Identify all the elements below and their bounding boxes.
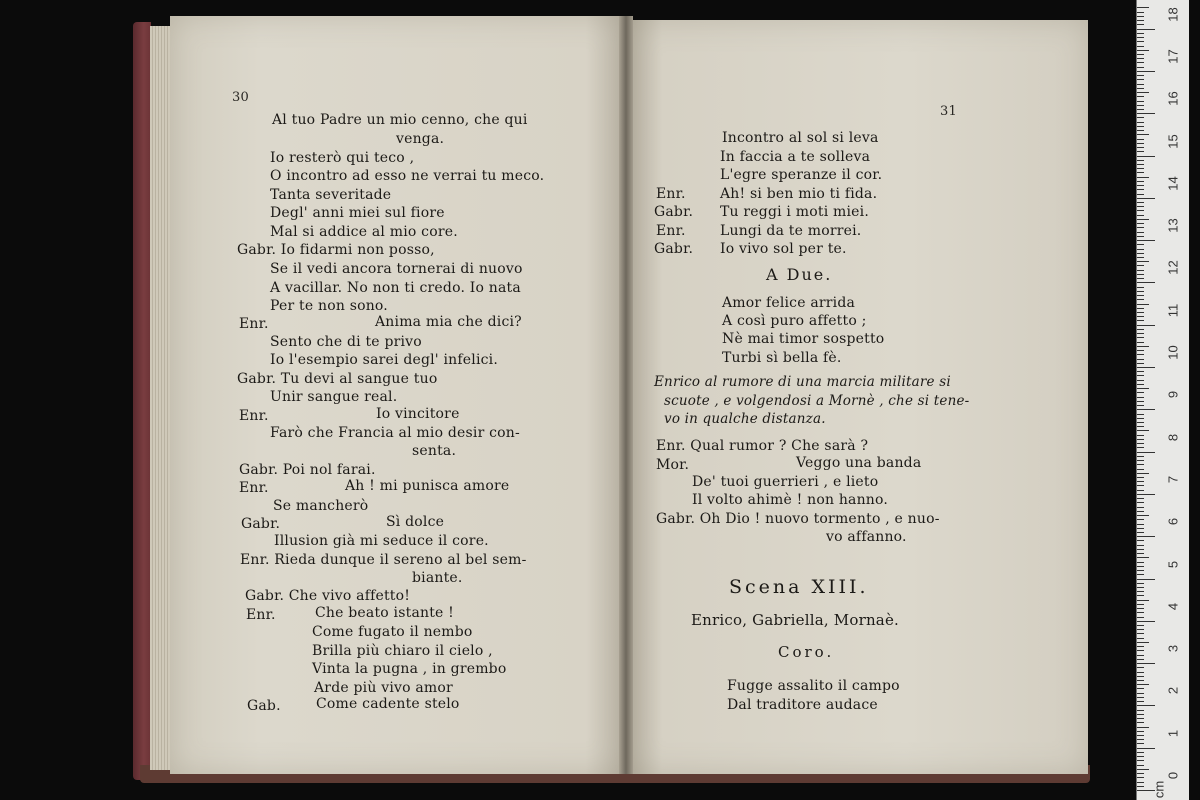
ruler-tick xyxy=(1137,549,1144,550)
ruler-tick xyxy=(1137,67,1144,68)
text-line: biante. xyxy=(412,570,463,586)
text-line: Anima mia che dici? xyxy=(375,314,522,330)
speaker-label: Gabr. xyxy=(654,241,694,257)
ruler-tick xyxy=(1137,380,1144,381)
ruler-tick xyxy=(1137,672,1144,673)
speaker-label: Gab. xyxy=(247,698,281,714)
speaker-label: Gabr. xyxy=(241,516,281,532)
ruler-tick xyxy=(1137,460,1144,461)
ruler-tick xyxy=(1137,735,1144,736)
ruler-tick xyxy=(1137,397,1144,398)
ruler-tick xyxy=(1137,33,1144,34)
ruler-tick xyxy=(1137,490,1144,491)
ruler-tick xyxy=(1137,371,1144,372)
ruler-tick xyxy=(1137,786,1144,787)
ruler-tick xyxy=(1137,519,1144,520)
text-line: Ah ! mi punisca amore xyxy=(345,478,510,494)
ruler-tick xyxy=(1137,769,1149,770)
measuring-ruler xyxy=(1136,0,1189,800)
text-line: Vinta la pugna , in grembo xyxy=(312,661,507,677)
ruler-tick xyxy=(1137,481,1144,482)
text-line: Per te non sono. xyxy=(270,298,388,314)
stage-direction: Enrico al rumore di una marcia militare si xyxy=(654,374,951,390)
ruler-tick xyxy=(1137,249,1144,250)
ruler-label: 0 xyxy=(1165,771,1181,780)
ruler-tick xyxy=(1137,591,1144,592)
text-line: venga. xyxy=(396,131,445,147)
text-line: Che beato istante ! xyxy=(315,605,455,621)
book-gutter xyxy=(619,16,633,774)
ruler-tick xyxy=(1137,160,1144,161)
ruler-tick xyxy=(1137,392,1144,393)
ruler-tick xyxy=(1137,595,1144,596)
text-line: Io l'esempio sarei degl' infelici. xyxy=(270,352,498,368)
text-line: Al tuo Padre un mio cenno, che qui xyxy=(272,112,528,128)
ruler-tick xyxy=(1137,722,1144,723)
ruler-tick xyxy=(1137,71,1155,72)
text-line: A vacillar. No non ti credo. Io nata xyxy=(270,280,521,296)
ruler-tick xyxy=(1137,667,1144,668)
ruler-tick xyxy=(1137,743,1144,744)
ruler-tick xyxy=(1137,41,1144,42)
ruler-tick xyxy=(1137,308,1144,309)
ruler-tick xyxy=(1137,760,1144,761)
ruler-tick xyxy=(1137,524,1144,525)
text-line: Farò che Francia al mio desir con- xyxy=(270,425,520,441)
text-line: Arde più vivo amor xyxy=(314,680,453,696)
ruler-tick xyxy=(1137,782,1144,783)
ruler-tick xyxy=(1137,545,1144,546)
ruler-tick xyxy=(1137,439,1144,440)
ruler-label: 9 xyxy=(1165,391,1181,399)
ruler-tick xyxy=(1137,244,1144,245)
ruler-tick xyxy=(1137,485,1144,486)
ruler-tick xyxy=(1137,731,1144,732)
ruler-tick xyxy=(1137,604,1144,605)
ruler-tick xyxy=(1137,447,1144,448)
ruler-tick xyxy=(1137,354,1144,355)
right-page-number: 31 xyxy=(940,104,957,119)
text-line: senta. xyxy=(412,443,457,459)
ruler-tick xyxy=(1137,134,1149,135)
ruler-tick xyxy=(1137,414,1144,415)
ruler-tick xyxy=(1137,409,1155,410)
ruler-label: 1 xyxy=(1165,729,1181,737)
ruler-label: 14 xyxy=(1165,176,1181,191)
ruler-label: 6 xyxy=(1165,518,1181,526)
ruler-tick xyxy=(1137,684,1149,685)
ruler-tick xyxy=(1137,650,1144,651)
ruler-tick xyxy=(1137,206,1144,207)
ruler-tick xyxy=(1137,325,1155,326)
ruler-tick xyxy=(1137,316,1144,317)
ruler-tick xyxy=(1137,452,1155,453)
ruler-tick xyxy=(1137,697,1144,698)
ruler-tick xyxy=(1137,727,1149,728)
ruler-tick xyxy=(1137,502,1144,503)
text-line: Io vincitore xyxy=(376,406,460,422)
ruler-tick xyxy=(1137,384,1144,385)
ruler-tick xyxy=(1137,105,1144,106)
ruler-tick xyxy=(1137,540,1144,541)
text-line: Gabr. Tu devi al sangue tuo xyxy=(237,371,438,387)
text-line: Come fugato il nembo xyxy=(312,624,473,640)
speaker-label: Gabr. xyxy=(654,204,694,220)
text-line: Io vivo sol per te. xyxy=(720,241,847,257)
ruler-tick xyxy=(1137,287,1144,288)
ruler-tick xyxy=(1137,219,1149,220)
ruler-tick xyxy=(1137,557,1149,558)
ruler-tick xyxy=(1137,663,1155,664)
ruler-unit-label: cm xyxy=(1151,780,1167,799)
ruler-label: 7 xyxy=(1165,475,1181,484)
text-line: In faccia a te solleva xyxy=(720,149,871,165)
ruler-tick xyxy=(1137,688,1144,689)
left-page-number: 30 xyxy=(232,90,249,105)
text-line: Lungi da te morrei. xyxy=(720,223,862,239)
ruler-tick xyxy=(1137,54,1144,55)
ruler-tick xyxy=(1137,232,1144,233)
ruler-tick xyxy=(1137,337,1144,338)
ruler-tick xyxy=(1137,299,1144,300)
speaker-label: Enr. xyxy=(239,408,269,424)
ruler-label: 5 xyxy=(1165,560,1181,568)
ruler-tick xyxy=(1137,304,1149,305)
ruler-label: 4 xyxy=(1165,602,1181,610)
ruler-tick xyxy=(1137,511,1144,512)
ruler-tick xyxy=(1137,600,1149,601)
ruler-tick xyxy=(1137,532,1144,533)
text-line: Enr. Rieda dunque il sereno al bel sem- xyxy=(240,552,527,568)
ruler-tick xyxy=(1137,553,1144,554)
ruler-label: 2 xyxy=(1165,687,1181,695)
text-line: Brilla più chiaro il cielo , xyxy=(312,643,493,659)
ruler-tick xyxy=(1137,443,1144,444)
ruler-tick xyxy=(1137,62,1144,63)
ruler-tick xyxy=(1137,375,1144,376)
speaker-label: Enr. xyxy=(239,316,269,332)
ruler-tick xyxy=(1137,638,1144,639)
ruler-tick xyxy=(1137,320,1144,321)
stage-direction: vo in qualche distanza. xyxy=(664,411,826,427)
ruler-tick xyxy=(1137,587,1144,588)
ruler-tick xyxy=(1137,464,1144,465)
ruler-tick xyxy=(1137,430,1149,431)
ruler-tick xyxy=(1137,58,1144,59)
ruler-tick xyxy=(1137,494,1155,495)
speaker-label: Enr. xyxy=(656,186,686,202)
ruler-tick xyxy=(1137,342,1144,343)
ruler-tick xyxy=(1137,579,1155,580)
ruler-tick xyxy=(1137,240,1155,241)
ruler-tick xyxy=(1137,139,1144,140)
ruler-tick xyxy=(1137,198,1155,199)
ruler-tick xyxy=(1137,566,1144,567)
ruler-tick xyxy=(1137,261,1149,262)
ruler-tick xyxy=(1137,507,1144,508)
text-line: Ah! si ben mio ti fida. xyxy=(720,186,878,202)
text-line: Mal si addice al mio core. xyxy=(270,224,458,240)
ruler-label: 12 xyxy=(1165,260,1181,276)
ruler-tick xyxy=(1137,528,1144,529)
ruler-tick xyxy=(1137,84,1144,85)
text-line: Se mancherò xyxy=(273,498,369,514)
ruler-tick xyxy=(1137,181,1144,182)
ruler-tick xyxy=(1137,625,1144,626)
section-heading: A Due. xyxy=(766,265,833,284)
ruler-tick xyxy=(1137,189,1144,190)
ruler-tick xyxy=(1137,24,1144,25)
ruler-tick xyxy=(1137,109,1144,110)
text-line: Sì dolce xyxy=(386,514,445,530)
text-line: Amor felice arrida xyxy=(722,295,856,311)
ruler-tick xyxy=(1137,20,1144,21)
ruler-tick xyxy=(1137,574,1144,575)
ruler-label: 3 xyxy=(1165,644,1181,653)
text-line: Sento che di te privo xyxy=(270,334,422,350)
text-line: Illusion già mi seduce il core. xyxy=(274,533,489,549)
ruler-tick xyxy=(1137,405,1144,406)
ruler-tick xyxy=(1137,291,1144,292)
ruler-tick xyxy=(1137,363,1144,364)
ruler-tick xyxy=(1137,101,1144,102)
ruler-label: 13 xyxy=(1165,218,1181,233)
ruler-tick xyxy=(1137,617,1144,618)
ruler-tick xyxy=(1137,75,1144,76)
ruler-tick xyxy=(1137,270,1144,271)
ruler-tick xyxy=(1137,418,1144,419)
ruler-tick xyxy=(1137,469,1144,470)
text-line: Unir sangue real. xyxy=(270,389,398,405)
ruler-tick xyxy=(1137,646,1144,647)
ruler-tick xyxy=(1137,147,1144,148)
ruler-tick xyxy=(1137,202,1144,203)
ruler-tick xyxy=(1137,608,1144,609)
ruler-tick xyxy=(1137,359,1144,360)
speaker-label: Enr. xyxy=(239,480,269,496)
ruler-tick xyxy=(1137,388,1149,389)
ruler-tick xyxy=(1137,151,1144,152)
text-line: Fugge assalito il campo xyxy=(727,678,900,694)
ruler-tick xyxy=(1137,122,1144,123)
ruler-tick xyxy=(1137,329,1144,330)
ruler-tick xyxy=(1137,570,1144,571)
ruler-tick xyxy=(1137,515,1149,516)
ruler-tick xyxy=(1137,227,1144,228)
ruler-label: 10 xyxy=(1165,345,1181,360)
ruler-tick xyxy=(1137,756,1144,757)
ruler-tick xyxy=(1137,612,1144,613)
ruler-tick xyxy=(1137,655,1144,656)
ruler-tick xyxy=(1137,177,1149,178)
book-cover-edge xyxy=(133,22,151,780)
ruler-tick xyxy=(1137,350,1144,351)
ruler-tick xyxy=(1137,236,1144,237)
ruler-tick xyxy=(1137,477,1144,478)
text-line: Come cadente stelo xyxy=(316,696,460,712)
ruler-label: 11 xyxy=(1165,303,1181,317)
ruler-label: 8 xyxy=(1165,433,1181,441)
ruler-tick xyxy=(1137,777,1144,778)
ruler-tick xyxy=(1137,473,1149,474)
ruler-tick xyxy=(1137,498,1144,499)
ruler-tick xyxy=(1137,16,1144,17)
ruler-tick xyxy=(1137,676,1144,677)
ruler-tick xyxy=(1137,88,1144,89)
ruler-label: 15 xyxy=(1165,133,1181,149)
ruler-label: 18 xyxy=(1165,6,1181,22)
ruler-tick xyxy=(1137,422,1144,423)
ruler-tick xyxy=(1137,583,1144,584)
ruler-tick xyxy=(1137,156,1155,157)
text-line: Enr. Qual rumor ? Che sarà ? xyxy=(656,438,869,454)
text-line: Gabr. Io fidarmi non posso, xyxy=(237,242,435,258)
speaker-label: Enr. xyxy=(656,223,686,239)
ruler-tick xyxy=(1137,710,1144,711)
ruler-tick xyxy=(1137,96,1144,97)
ruler-tick xyxy=(1137,164,1144,165)
ruler-tick xyxy=(1137,346,1149,347)
ruler-tick xyxy=(1137,274,1144,275)
text-line: Incontro al sol si leva xyxy=(722,130,879,146)
ruler-tick xyxy=(1137,7,1149,8)
ruler-tick xyxy=(1137,143,1144,144)
ruler-tick xyxy=(1137,215,1144,216)
ruler-tick xyxy=(1137,223,1144,224)
text-line: Nè mai timor sospetto xyxy=(722,331,885,347)
ruler-tick xyxy=(1137,718,1144,719)
ruler-tick xyxy=(1137,50,1149,51)
text-line: Se il vedi ancora tornerai di nuovo xyxy=(270,261,523,277)
ruler-tick xyxy=(1137,367,1155,368)
ruler-tick xyxy=(1137,748,1155,749)
ruler-tick xyxy=(1137,29,1155,30)
text-line: Degl' anni miei sul fiore xyxy=(270,205,445,221)
ruler-tick xyxy=(1137,642,1149,643)
ruler-tick xyxy=(1137,12,1144,13)
ruler-tick xyxy=(1137,130,1144,131)
text-line: Dal traditore audace xyxy=(727,697,878,713)
ruler-tick xyxy=(1137,536,1155,537)
ruler-tick xyxy=(1137,92,1149,93)
ruler-label: 17 xyxy=(1165,49,1181,64)
ruler-tick xyxy=(1137,168,1144,169)
ruler-tick xyxy=(1137,265,1144,266)
ruler-tick xyxy=(1137,257,1144,258)
ruler-tick xyxy=(1137,46,1144,47)
ruler-tick xyxy=(1137,621,1155,622)
ruler-tick xyxy=(1137,765,1144,766)
scene-characters: Enrico, Gabriella, Mornaè. xyxy=(691,611,900,629)
ruler-tick xyxy=(1137,253,1144,254)
ruler-tick xyxy=(1137,113,1155,114)
ruler-tick xyxy=(1137,401,1144,402)
ruler-tick xyxy=(1137,629,1144,630)
scene-title: Scena XIII. xyxy=(729,576,869,598)
text-line: Io resterò qui teco , xyxy=(270,150,415,166)
text-line: A così puro affetto ; xyxy=(722,313,867,329)
ruler-tick xyxy=(1137,117,1144,118)
text-line: De' tuoi guerrieri , e lieto xyxy=(692,474,879,490)
stage-direction: scuote , e volgendosi a Mornè , che si tene- xyxy=(664,393,970,409)
ruler-tick xyxy=(1137,210,1144,211)
ruler-tick xyxy=(1137,278,1144,279)
text-line: L'egre speranze il cor. xyxy=(720,167,883,183)
ruler-tick xyxy=(1137,659,1144,660)
ruler-tick xyxy=(1137,333,1144,334)
text-line: Gabr. Poi nol farai. xyxy=(239,462,376,478)
ruler-tick xyxy=(1137,312,1144,313)
ruler-tick xyxy=(1137,79,1144,80)
text-line: Tanta severitade xyxy=(270,187,392,203)
text-line: Tu reggi i moti miei. xyxy=(720,204,869,220)
ruler-tick xyxy=(1137,194,1144,195)
text-line: Il volto ahimè ! non hanno. xyxy=(692,492,889,508)
text-line: O incontro ad esso ne verrai tu meco. xyxy=(270,168,545,184)
speaker-label: Enr. xyxy=(246,607,276,623)
ruler-tick xyxy=(1137,37,1144,38)
ruler-tick xyxy=(1137,693,1144,694)
ruler-tick xyxy=(1137,562,1144,563)
text-line: Gabr. Oh Dio ! nuovo tormento , e nuo- xyxy=(656,511,940,527)
ruler-tick xyxy=(1137,435,1144,436)
ruler-tick xyxy=(1137,705,1155,706)
text-line: Gabr. Che vivo affetto! xyxy=(245,588,411,604)
text-line: Veggo una banda xyxy=(796,455,922,471)
ruler-tick xyxy=(1137,752,1144,753)
ruler-tick xyxy=(1137,773,1144,774)
text-line: Turbi sì bella fè. xyxy=(722,350,842,366)
ruler-tick xyxy=(1137,185,1144,186)
ruler-tick xyxy=(1137,739,1144,740)
ruler-label: 16 xyxy=(1165,91,1181,106)
text-line: vo affanno. xyxy=(826,529,907,545)
ruler-tick xyxy=(1137,633,1144,634)
ruler-tick xyxy=(1137,172,1144,173)
chorus-heading: Coro. xyxy=(778,643,835,661)
ruler-tick xyxy=(1137,126,1144,127)
speaker-label: Mor. xyxy=(656,457,690,473)
ruler-tick xyxy=(1137,701,1144,702)
ruler-tick xyxy=(1137,456,1144,457)
ruler-tick xyxy=(1137,295,1144,296)
ruler-tick xyxy=(1137,282,1155,283)
ruler-tick xyxy=(1137,714,1144,715)
ruler-tick xyxy=(1137,426,1144,427)
ruler-tick xyxy=(1137,680,1144,681)
